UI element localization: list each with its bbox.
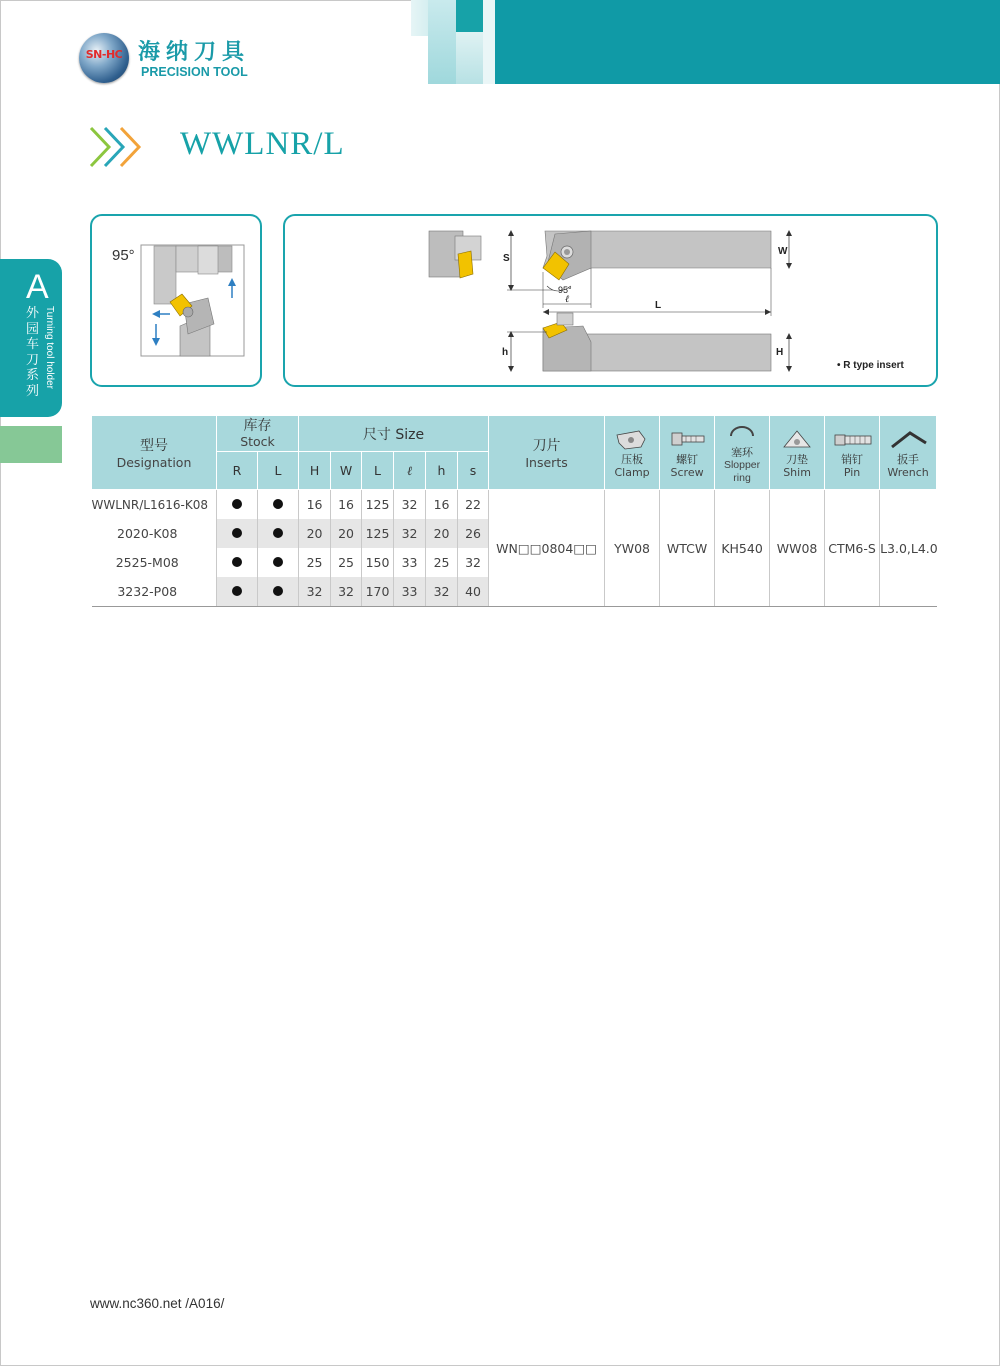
header-band (495, 0, 1000, 84)
screw-header: 螺钉 Screw (660, 416, 715, 490)
in-stock-dot (232, 528, 242, 538)
section-label-en: Turning tool holder (44, 306, 55, 390)
ell-cell: 32 (394, 519, 426, 548)
dim-header-l: L (362, 452, 394, 490)
in-stock-dot (273, 528, 283, 538)
ell-cell: 33 (394, 548, 426, 577)
small-h-cell: 20 (426, 519, 458, 548)
stopper-ring-header: 塞环 Slopper ring (715, 416, 770, 490)
footer-url[interactable]: www.nc360.net /A016/ (90, 1296, 225, 1311)
h-cell: 20 (299, 519, 331, 548)
designation-cell: 2525-M08 (115, 555, 179, 570)
in-stock-dot (273, 557, 283, 567)
small-h-cell: 16 (426, 490, 458, 520)
stopper-ring-icon (715, 420, 770, 446)
wrench-header: 扳手 Wrench (880, 416, 937, 490)
dim-s-label: S (503, 253, 510, 264)
designation-cell: 2020-K08 (117, 526, 178, 541)
stopper-ring-cell: KH540 (715, 490, 770, 607)
header-deco-block (456, 0, 483, 32)
stock-l-cell (258, 548, 299, 577)
size-header: 尺寸 Size (299, 416, 489, 452)
dim-h-label: h (502, 347, 509, 358)
header-deco-block (483, 0, 495, 84)
small-h-cell: 32 (426, 577, 458, 607)
dim-l-label: L (655, 300, 662, 311)
clamp-header: 压板 Clamp (605, 416, 660, 490)
approach-angle-diagram (90, 214, 262, 387)
dim-header-small-h: h (426, 452, 458, 490)
logo-text: SN-HC (85, 48, 123, 61)
dimension-drawing (285, 216, 936, 385)
chevron-arrows-icon (89, 124, 149, 170)
screw-cell: WTCW (660, 490, 715, 607)
dim-hh-label: H (776, 347, 784, 358)
angle-label: 95° (112, 247, 135, 264)
w-cell: 20 (331, 519, 362, 548)
screw-icon (660, 427, 715, 453)
w-cell: 16 (331, 490, 362, 520)
dimension-diagram (283, 214, 938, 387)
approach-angle-drawing (92, 216, 260, 385)
header-deco-block (428, 0, 456, 84)
dim-ell-label: ℓ (565, 294, 570, 305)
w-cell: 25 (331, 548, 362, 577)
s-cell: 32 (458, 548, 489, 577)
small-h-cell: 25 (426, 548, 458, 577)
ell-cell: 32 (394, 490, 426, 520)
h-cell: 16 (299, 490, 331, 520)
in-stock-dot (273, 586, 283, 596)
stock-header: 库存 Stock (217, 416, 299, 452)
header-deco-block (456, 32, 483, 84)
shim-header: 刀垫 Shim (770, 416, 825, 490)
s-cell: 22 (458, 490, 489, 520)
in-stock-dot (232, 557, 242, 567)
h-cell: 32 (299, 577, 331, 607)
designation-header: 型号 Designation (92, 416, 217, 490)
brand-name-cn: 海纳刀具 (138, 40, 251, 65)
l-cell: 170 (362, 577, 394, 607)
stock-r-cell (217, 548, 258, 577)
in-stock-dot (232, 586, 242, 596)
dim-header-w: W (331, 452, 362, 490)
dim-w-label: W (778, 246, 788, 257)
stock-l-cell (258, 577, 299, 607)
wrench-icon (880, 427, 937, 453)
stock-l-cell (258, 519, 299, 548)
page-title: WWLNR/L (180, 126, 345, 162)
dim-angle-label: 95° (558, 285, 572, 295)
ell-cell: 33 (394, 577, 426, 607)
insert-type-note: • R type insert (837, 360, 904, 371)
inserts-header: 刀片 Inserts (489, 416, 605, 490)
section-letter: A (26, 268, 49, 306)
shim-cell: WW08 (770, 490, 825, 607)
in-stock-dot (273, 499, 283, 509)
pin-icon (825, 427, 880, 453)
stock-r-cell (217, 490, 258, 520)
clamp-cell: YW08 (605, 490, 660, 607)
designation-cell: WWLNR/L1616-K08 (91, 497, 208, 512)
pin-cell: CTM6-S (825, 490, 880, 607)
stock-l-header: L (258, 452, 299, 490)
section-label-cn: 外园车刀系列 (26, 306, 40, 399)
w-cell: 32 (331, 577, 362, 607)
wrench-cell: L3.0,L4.0 (880, 490, 937, 607)
h-cell: 25 (299, 548, 331, 577)
shim-icon (770, 427, 825, 453)
spec-table (91, 415, 937, 607)
pin-header: 销钉 Pin (825, 416, 880, 490)
dim-header-s: s (458, 452, 489, 490)
stock-r-cell (217, 519, 258, 548)
stock-r-cell (217, 577, 258, 607)
s-cell: 26 (458, 519, 489, 548)
l-cell: 125 (362, 490, 394, 520)
dim-header-h: H (299, 452, 331, 490)
brand-name-en: PRECISION TOOL (141, 65, 248, 79)
in-stock-dot (232, 499, 242, 509)
stock-l-cell (258, 490, 299, 520)
table-row (92, 490, 937, 520)
section-tab-accent (0, 426, 62, 463)
s-cell: 40 (458, 577, 489, 607)
clamp-icon (605, 427, 660, 453)
dim-header-ell: ℓ (394, 452, 426, 490)
l-cell: 150 (362, 548, 394, 577)
designation-cell: 3232-P08 (92, 577, 217, 607)
stock-r-header: R (217, 452, 258, 490)
logo-globe-icon (79, 33, 129, 83)
l-cell: 125 (362, 519, 394, 548)
inserts-cell: WN□□0804□□ (489, 490, 605, 607)
